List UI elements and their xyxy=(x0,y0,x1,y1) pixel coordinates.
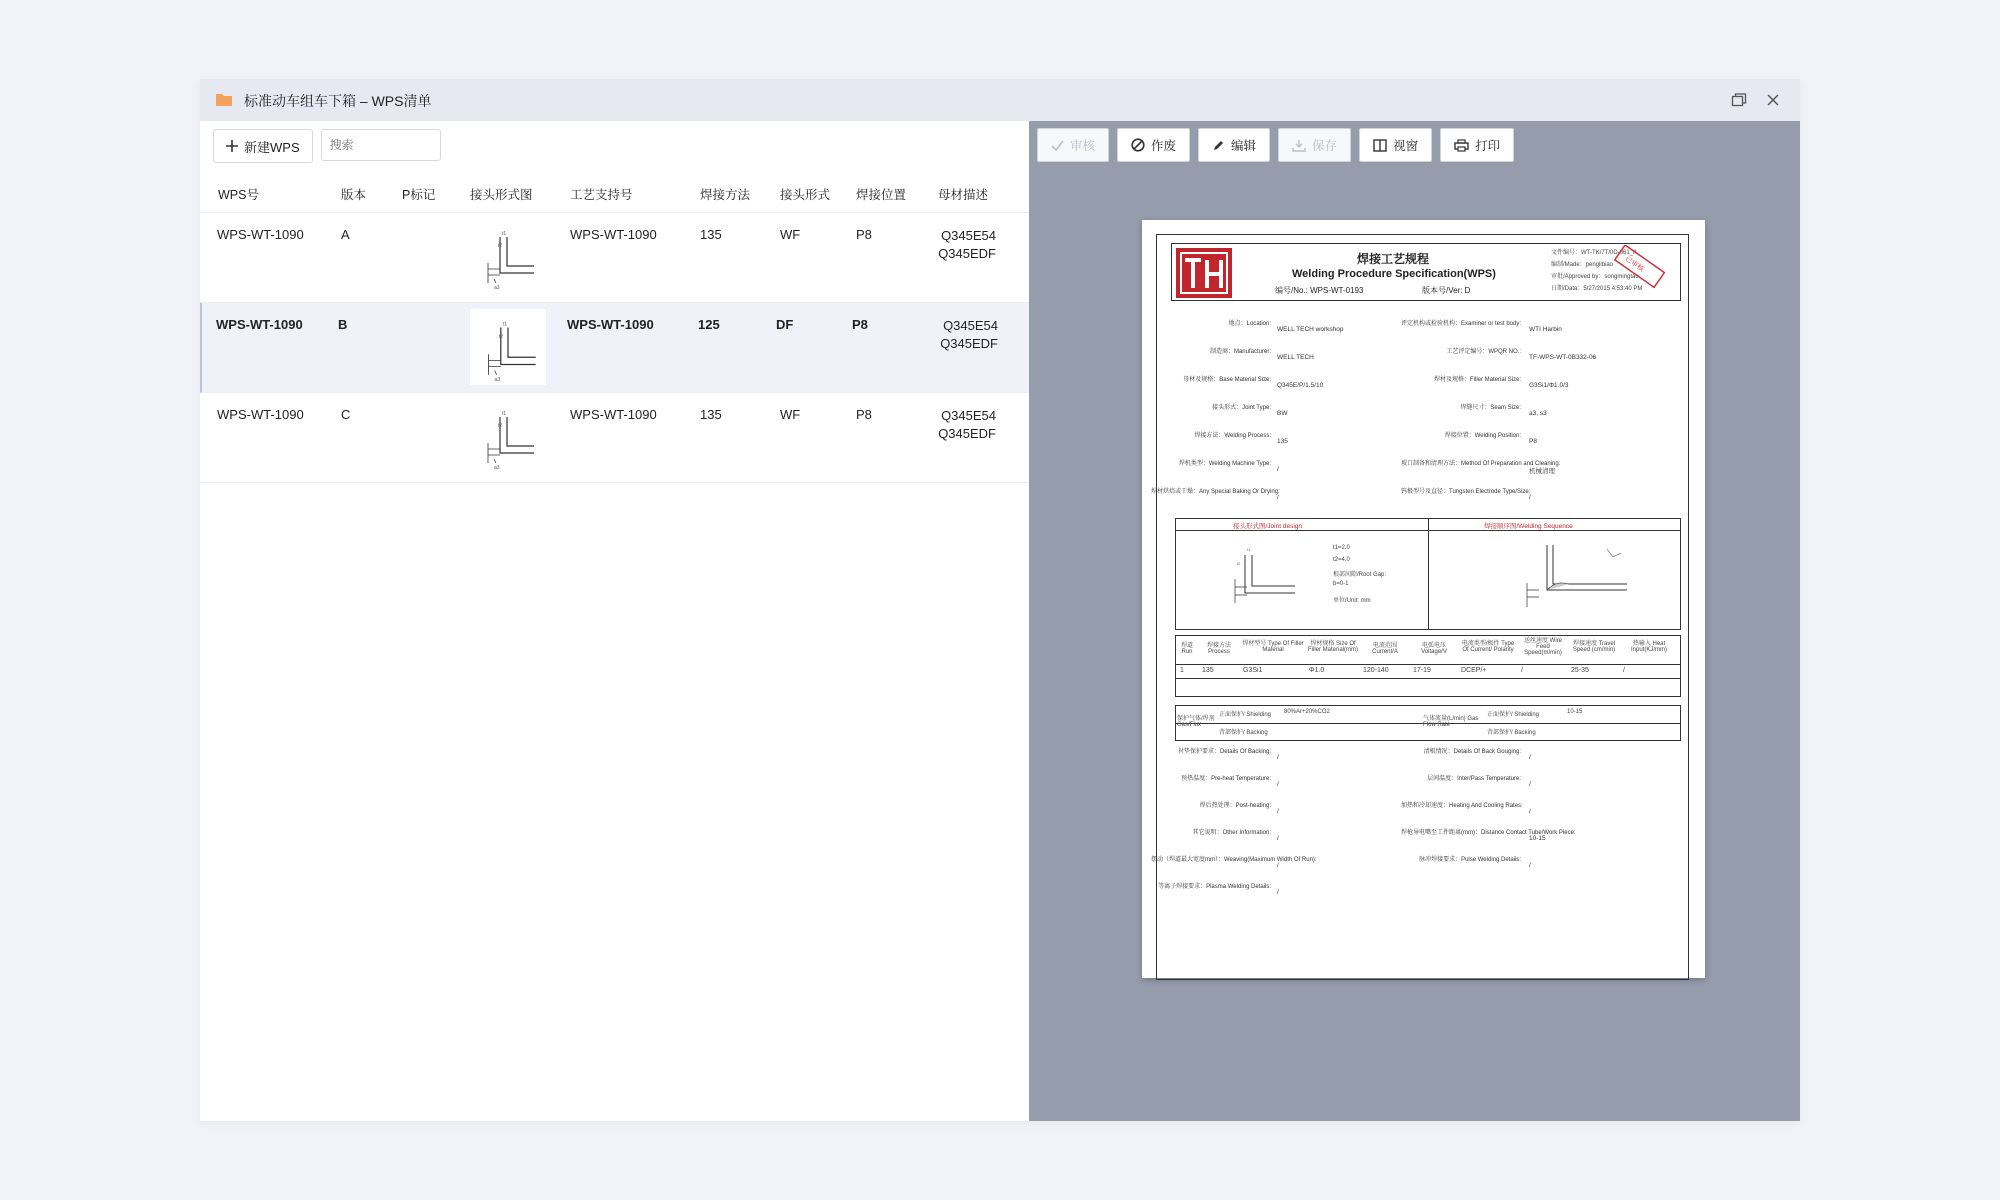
void-button[interactable]: 作废 xyxy=(1117,128,1190,162)
doc-number: 编号/No.: WPS-WT-0193 xyxy=(1275,286,1364,295)
lower-field-label: 脉冲焊接要求：Pulse Welding Details: xyxy=(1419,857,1521,863)
ban-icon xyxy=(1131,138,1145,152)
field-cleaning-label: 坡口制备和清理方法：Method Of Preparation and Cleaning: xyxy=(1401,461,1561,467)
field-base-label: 母材及规格：Base Material Size: xyxy=(1183,377,1271,383)
list-toolbar xyxy=(213,129,441,163)
joint-thumbnail[interactable] xyxy=(470,399,544,473)
col-base[interactable]: 母材描述 xyxy=(938,188,989,202)
field-process-label: 焊接方法：Welding Process: xyxy=(1194,433,1271,439)
field-location-value: WELL TECH workshop xyxy=(1277,326,1344,333)
gas-shielding: 正面保护/ Shielding xyxy=(1219,712,1272,718)
joint-note-1: t1=2.0 xyxy=(1333,545,1350,551)
cell-method: 135 xyxy=(700,407,722,422)
svg-text:t2: t2 xyxy=(498,423,503,429)
field-cleaning-value: 机械清理 xyxy=(1529,468,1555,475)
cell-joint: WF xyxy=(780,227,801,242)
new-wps-label: 新建WPS xyxy=(244,139,300,155)
field-joint-label: 接头形式：Joint Type: xyxy=(1212,405,1271,411)
search-input[interactable] xyxy=(321,129,441,161)
folder-icon xyxy=(216,93,232,106)
flow-value: 10-15 xyxy=(1567,709,1583,715)
field-examiner-label: 评定机构或检验机构：Examiner or test body: xyxy=(1401,321,1522,327)
download-icon xyxy=(1292,139,1306,152)
printer-icon xyxy=(1454,139,1469,152)
svg-text:a3: a3 xyxy=(494,465,500,471)
doc-title-cn: 焊接工艺规程 xyxy=(1357,252,1430,266)
print-button[interactable]: 打印 xyxy=(1440,128,1514,162)
svg-text:t1: t1 xyxy=(502,411,507,417)
table-row[interactable] xyxy=(200,213,1029,303)
field-base-value: Q345E/P/1.5/10 xyxy=(1277,382,1324,389)
col-joint[interactable]: 接头形式 xyxy=(780,188,831,202)
lower-field-label: 焊后热处理：Post-heating: xyxy=(1199,803,1271,809)
field-wpqr-label: 工艺评定编号：WPQR NO.: xyxy=(1446,349,1521,355)
cell-base: Q345E54 Q345EDF xyxy=(938,228,996,261)
flow-label: 气体流量(L/min) Gas Flow Rate xyxy=(1423,716,1479,728)
table-row[interactable] xyxy=(200,393,1029,483)
svg-text:t1: t1 xyxy=(1247,547,1251,552)
joint-design-title: 接头形式图/Joint design xyxy=(1233,523,1302,530)
gas-backing: 背部保护/ Backing xyxy=(1219,730,1268,736)
field-seam-label: 焊缝尺寸：Seam Size: xyxy=(1460,405,1521,411)
joint-note-5: 单位/Unit: mm xyxy=(1333,598,1371,604)
box-header-line xyxy=(1175,530,1681,531)
cell-base: Q345E54 Q345EDF xyxy=(940,318,998,351)
lower-field-value: 10-15 xyxy=(1529,835,1546,842)
cell-version: C xyxy=(341,407,351,422)
col-version[interactable]: 版本 xyxy=(341,188,367,202)
cell-version: B xyxy=(338,317,348,332)
lower-field-value: / xyxy=(1529,781,1531,788)
field-location-label: 地点：Location: xyxy=(1228,321,1271,327)
window-title: 标准动车组车下箱 – WPS清单 xyxy=(244,93,432,109)
review-button[interactable]: 审核 xyxy=(1037,128,1109,162)
wps-list-panel xyxy=(200,121,1029,1121)
svg-text:t2: t2 xyxy=(1237,561,1241,566)
cell-wps: WPS-WT-1090 xyxy=(217,227,304,242)
cell-support: WPS-WT-1090 xyxy=(567,317,654,332)
pencil-icon xyxy=(1212,139,1225,152)
svg-text:t2: t2 xyxy=(498,243,503,249)
lower-field-label: 焊枪导电嘴至工件距离(mm)：Distance Contact Tube/Work Piece: xyxy=(1401,830,1576,836)
check-icon xyxy=(1051,140,1064,151)
close-icon[interactable] xyxy=(1762,89,1784,111)
field-baking-label: 焊材烘焙或干燥：Any Special Baking Or Drying: xyxy=(1151,489,1280,495)
joint-thumbnail[interactable] xyxy=(470,309,546,385)
field-filler-value: G3Si1/Φ1.0/3 xyxy=(1529,382,1569,389)
field-examiner-value: WTI Harbin xyxy=(1529,326,1562,333)
save-button[interactable]: 保存 xyxy=(1278,128,1351,162)
edit-button[interactable]: 编辑 xyxy=(1198,128,1270,162)
lower-field-value: / xyxy=(1277,862,1279,869)
wps-window xyxy=(200,79,1800,1121)
cell-version: A xyxy=(341,227,350,242)
lower-field-label: 等离子焊接要求：Plasma Welding Details: xyxy=(1158,884,1271,890)
company-logo xyxy=(1175,247,1233,299)
svg-text:t1: t1 xyxy=(502,231,507,237)
doc-date: 日期/Data：5/27/2015 4:53:40 PM xyxy=(1551,286,1643,292)
lower-field-value: / xyxy=(1277,781,1279,788)
lower-field-value: / xyxy=(1277,754,1279,761)
box-divider xyxy=(1428,518,1429,630)
lower-field-label: 其它说明：Other Information: xyxy=(1192,830,1271,836)
svg-text:已审核: 已审核 xyxy=(1623,255,1645,274)
lower-field-value: / xyxy=(1529,808,1531,815)
joint-note-4: b=0-1 xyxy=(1333,581,1349,587)
plus-icon xyxy=(226,140,238,152)
view-button[interactable]: 视窗 xyxy=(1359,128,1432,162)
cell-position: P8 xyxy=(856,407,872,422)
svg-text:a3: a3 xyxy=(494,376,501,383)
table-header xyxy=(200,172,1029,213)
field-machine-value: / xyxy=(1277,466,1279,473)
svg-text:t1: t1 xyxy=(502,321,508,328)
col-position[interactable]: 焊接位置 xyxy=(856,188,907,202)
title-bar xyxy=(200,79,1800,121)
field-machine-label: 焊机类型：Welding Machine Type: xyxy=(1178,461,1271,467)
approval-stamp xyxy=(1603,245,1675,289)
svg-text:a3: a3 xyxy=(494,285,500,291)
field-seam-value: a3, s3 xyxy=(1529,410,1547,417)
field-tungsten-value: / xyxy=(1529,494,1531,501)
col-support[interactable]: 工艺支持号 xyxy=(570,188,633,202)
preview-toolbar xyxy=(1037,128,1514,162)
lower-field-label: 衬垫保护要求：Details Of Backing: xyxy=(1177,749,1271,755)
document-page xyxy=(1142,220,1705,978)
lower-field-value: / xyxy=(1529,754,1531,761)
cell-method: 135 xyxy=(700,227,722,242)
cell-wps: WPS-WT-1090 xyxy=(216,317,303,332)
lower-field-label: 摆动（焊道最大宽度mm）：Weaving(Maximum Width Of Run): xyxy=(1151,857,1317,863)
col-method[interactable]: 焊接方法 xyxy=(700,188,751,202)
restore-icon[interactable] xyxy=(1728,89,1750,111)
weld-sequence-drawing xyxy=(1487,535,1667,625)
cell-base: Q345E54 Q345EDF xyxy=(938,408,996,441)
weld-sequence-title: 焊接顺序图/Welding Sequence xyxy=(1484,523,1573,530)
field-baking-value: / xyxy=(1277,494,1279,501)
lower-field-label: 层间温度：Inter/Pass Temperature: xyxy=(1427,776,1521,782)
cell-joint: WF xyxy=(780,407,801,422)
lower-field-label: 加热和冷却速度：Heating And Cooling Rates: xyxy=(1401,803,1523,809)
doc-file-no: 文件编号：WT-TK/7T/0D-061_A xyxy=(1551,250,1638,256)
lower-field-value: / xyxy=(1277,808,1279,815)
columns-icon xyxy=(1373,139,1387,152)
cell-support: WPS-WT-1090 xyxy=(570,407,657,422)
doc-version: 版本号/Ver: D xyxy=(1422,286,1471,295)
lower-field-label: 清根情况：Details Of Back Gouging: xyxy=(1423,749,1521,755)
lower-field-value: / xyxy=(1529,862,1531,869)
field-manufacturer-label: 制造商：Manufacturer: xyxy=(1209,349,1271,355)
doc-approved: 审批/Approved by：songmingtao xyxy=(1551,274,1639,280)
lower-field-value: / xyxy=(1277,835,1279,842)
svg-text:t2: t2 xyxy=(498,333,504,340)
cell-method: 125 xyxy=(698,317,720,332)
field-process-value: 135 xyxy=(1277,438,1288,445)
cell-joint: DF xyxy=(776,317,794,332)
cell-position: P8 xyxy=(852,317,868,332)
col-wps[interactable]: WPS号 xyxy=(218,188,259,202)
wps-document: 焊接工艺规程 Welding Procedure Specification(WPS) 编号/No.: WPS-WT-0193 版本号/Ver: D 文件编号：WT-TK/7T/0D-061_A 编制/Made：penglibiao 审批/Approved by：songmingtao 日期/Data：5/27/2015 4:53:40 PM 已审核 地点：Location: WELL TECH workshop 评定机构或检验机构：Examiner or test body: WTI Harbin 制造商：Manufacturer: WELL TECH 工艺评定编号：WPQR NO.: TF-WPS-WT-0B332-06 母材及规格：Base Material Size: Q345E/P/1.5/10 焊材及规格：Filler Material Size: G3Si1/Φ1.0/3 接头形式：Joint Type: BW 焊缝尺寸：Seam Size: a3, s3 焊接方法：Welding Process: 135 焊接位置：Welding Position: P8 焊机类型：Welding Machine Type: / 坡口制备和清理方法：Method Of Preparation and Cleaning: 机械清理 焊材烘焙或干燥：Any Special Baking Or Drying: / 钨极型号及直径：Tungsten Electrode Type/Size: / 接头形式图/Joint design 焊接顺序图/Welding Sequence t1 t2 t1=2.0 t2=4.0 根部间隙/Root Gap: b=0-1 单位/Unit: mm 焊道 Run 焊接方法 Process 焊材型号 Type Of Filler Material 焊材规格 Size Of Filler Material(mm) 电流范围 Current/A 电弧电压 Voltage/V 电流类型/极性 Type Of Current/ Polarity 送丝速度 Wire Feed Speed(m/min) 焊接速度 Travel Speed (cm/min) 热输入 Heat Input(KJ/mm) 1 135 G3Si1 Φ1.0 120-140 17-19 DCEP/+ / 25-35 / 保护气体/焊剂 Gas/Flux 正面保护/ Shielding 背部保护/ Backing 80%Ar+20%CO2 气体流量(L/min) Gas Flow Rate 正面保护/ Shielding 背部保护/ Backing 10-15 衬垫保护要求：Details Of Backing: / 预热温度：Pre-heat Temperature: / 焊后热处理：Post-heating: / 其它说明：Other Information: / 摆动（焊道最大宽度mm）：Weaving(Maximum Width Of Run): / 等离子焊接要求：Plasma Welding Details: / 清根情况：Details Of Back Gouging: / 层间温度：Inter/Pass Temperature: / 加热和冷却速度：Heating And Cooling Rates: / 焊枪导电嘴至工件距离(mm)：Distance Contact Tube/Work Piece: 10-15 脉冲焊接要求：Pulse Welding Details: / xyxy=(1156,234,1689,980)
gas-value: 80%Ar+20%CO2 xyxy=(1284,709,1330,715)
preview-panel xyxy=(1029,121,1800,1121)
flow-shielding: 正面保护/ Shielding xyxy=(1487,712,1540,718)
field-position-label: 焊接位置：Welding Position: xyxy=(1444,433,1521,439)
lower-field-value: / xyxy=(1277,889,1279,896)
cell-wps: WPS-WT-1090 xyxy=(217,407,304,422)
field-tungsten-label: 钨极型号及直径：Tungsten Electrode Type/Size: xyxy=(1401,489,1531,495)
table-row-selected[interactable] xyxy=(200,303,1031,393)
field-position-value: P8 xyxy=(1529,438,1537,445)
field-manufacturer-value: WELL TECH xyxy=(1277,354,1314,361)
lower-field-label: 预热温度：Pre-heat Temperature: xyxy=(1181,776,1271,782)
field-filler-label: 焊材及规格：Filler Material Size: xyxy=(1433,377,1521,383)
joint-note-2: t2=4.0 xyxy=(1333,557,1350,563)
gas-label: 保护气体/焊剂 Gas/Flux xyxy=(1177,716,1215,728)
col-joint-figure[interactable]: 接头形式图 xyxy=(470,188,533,202)
joint-note-3: 根部间隙/Root Gap: xyxy=(1333,572,1387,578)
doc-title-en: Welding Procedure Specification(WPS) xyxy=(1292,268,1496,280)
field-wpqr-value: TF-WPS-WT-0B332-06 xyxy=(1529,354,1597,361)
flow-backing: 背部保护/ Backing xyxy=(1487,730,1536,736)
field-joint-value: BW xyxy=(1277,410,1288,417)
cell-position: P8 xyxy=(856,227,872,242)
cell-support: WPS-WT-1090 xyxy=(570,227,657,242)
col-pmark[interactable]: P标记 xyxy=(402,188,436,202)
joint-thumbnail[interactable] xyxy=(470,219,544,293)
new-wps-button[interactable] xyxy=(213,129,313,163)
doc-made: 编制/Made：penglibiao xyxy=(1551,262,1614,268)
